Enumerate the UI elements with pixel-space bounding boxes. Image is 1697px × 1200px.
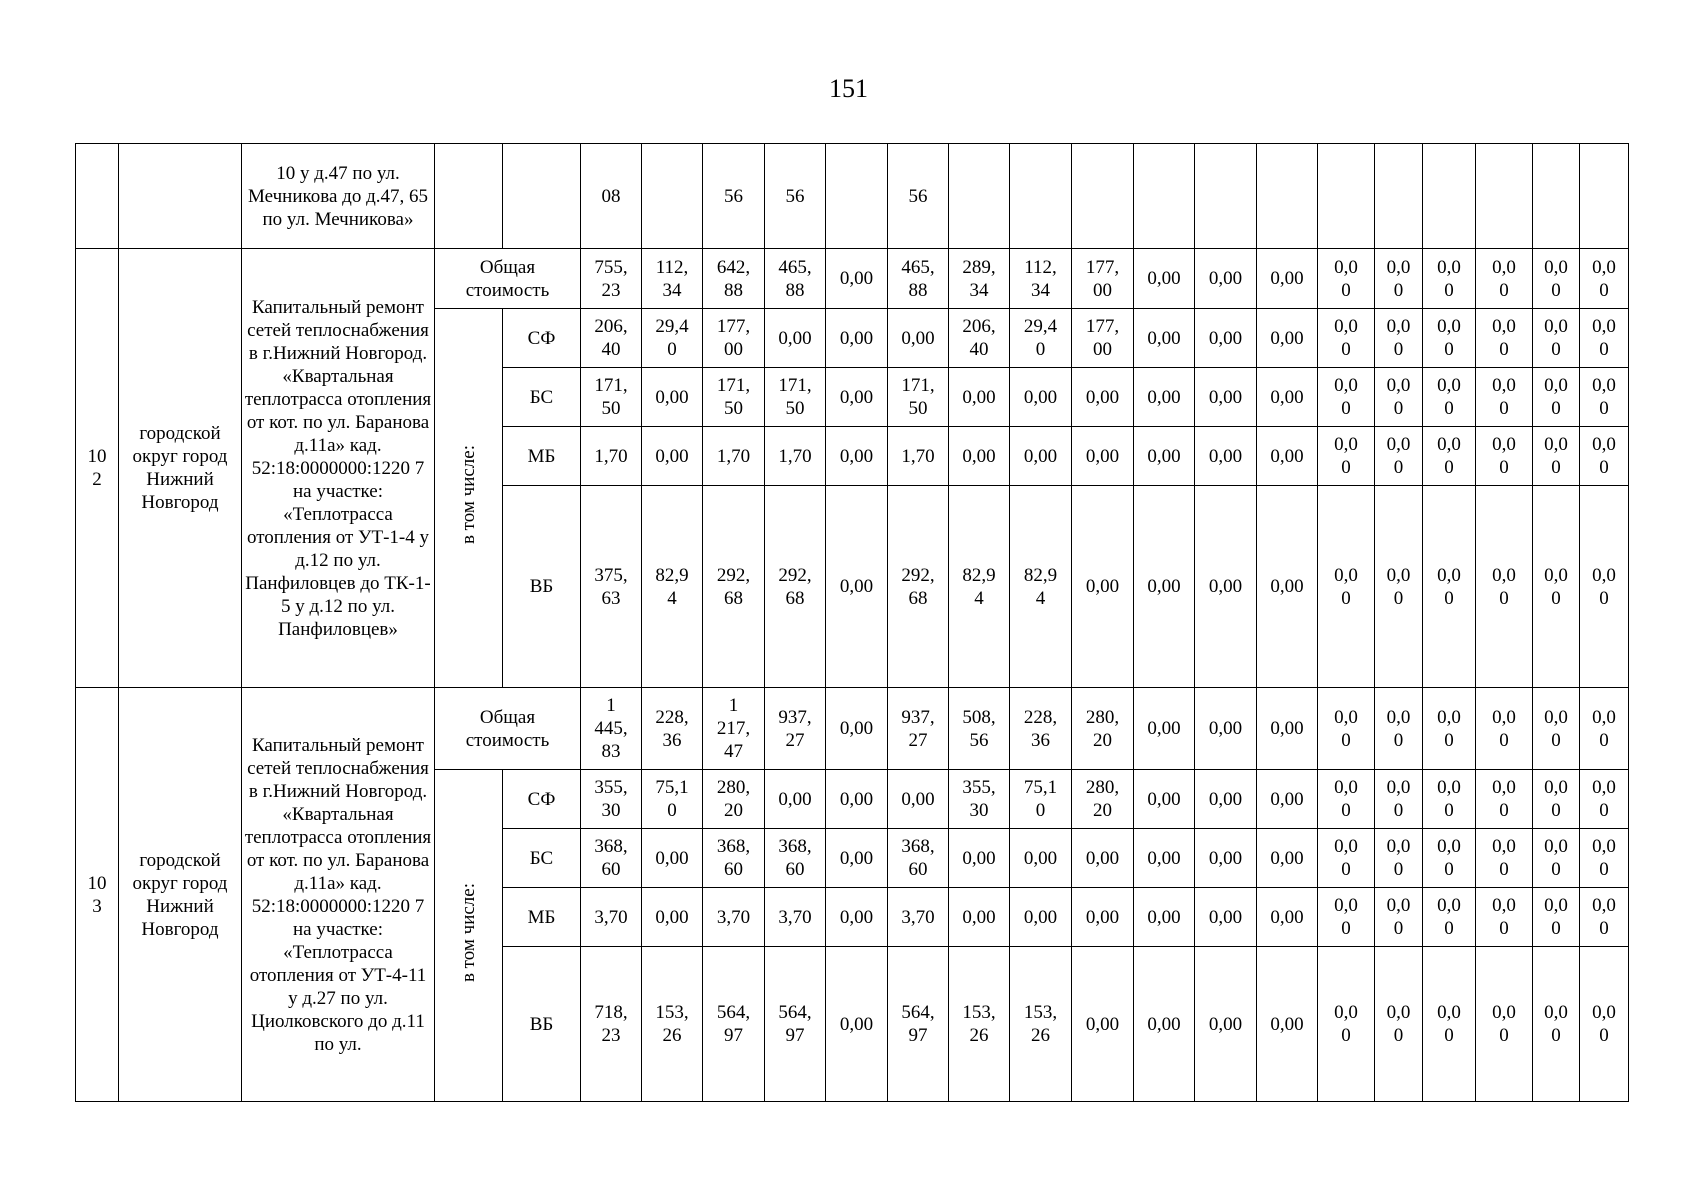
total-value-cell: 0,0 0 bbox=[1580, 249, 1629, 309]
value-cell: 0,0 0 bbox=[1533, 427, 1580, 486]
value-cell: 564, 97 bbox=[703, 947, 765, 1102]
total-value-cell: 0,0 0 bbox=[1318, 249, 1375, 309]
value-cell: 0,0 0 bbox=[1375, 888, 1423, 947]
value-cell: 0,0 0 bbox=[1318, 947, 1375, 1102]
value-cell: 0,00 bbox=[642, 427, 703, 486]
value-cell: 564, 97 bbox=[888, 947, 949, 1102]
total-value-cell: 0,0 0 bbox=[1533, 688, 1580, 770]
value-cell: 0,00 bbox=[1195, 888, 1257, 947]
total-value-cell: 1 217, 47 bbox=[703, 688, 765, 770]
value-cell: 0,0 0 bbox=[1476, 829, 1533, 888]
value-cell: 0,00 bbox=[1134, 770, 1195, 829]
value-cell bbox=[1318, 144, 1375, 249]
value-cell: 0,00 bbox=[1010, 829, 1072, 888]
value-cell: 0,0 0 bbox=[1580, 770, 1629, 829]
value-cell: 0,00 bbox=[642, 829, 703, 888]
value-cell: 0,00 bbox=[826, 770, 888, 829]
value-cell: 0,00 bbox=[1134, 486, 1195, 688]
value-cell: 0,00 bbox=[1072, 947, 1134, 1102]
value-cell: 0,0 0 bbox=[1533, 770, 1580, 829]
value-cell: 153, 26 bbox=[1010, 947, 1072, 1102]
value-cell: 0,00 bbox=[1195, 309, 1257, 368]
total-value-cell: 0,00 bbox=[1195, 249, 1257, 309]
total-value-cell: 0,00 bbox=[1257, 249, 1318, 309]
value-cell: 0,00 bbox=[1072, 427, 1134, 486]
value-cell bbox=[1375, 144, 1423, 249]
value-cell: 29,4 0 bbox=[642, 309, 703, 368]
value-cell: 0,00 bbox=[1195, 829, 1257, 888]
table-row bbox=[76, 688, 1629, 770]
value-cell: 0,0 0 bbox=[1580, 427, 1629, 486]
value-cell bbox=[1533, 144, 1580, 249]
value-cell: 564, 97 bbox=[765, 947, 826, 1102]
value-cell: 0,0 0 bbox=[1318, 888, 1375, 947]
value-cell: 0,0 0 bbox=[1476, 888, 1533, 947]
value-cell: 0,00 bbox=[1257, 309, 1318, 368]
value-cell: 0,0 0 bbox=[1476, 427, 1533, 486]
value-cell: 0,0 0 bbox=[1533, 309, 1580, 368]
value-cell: 0,0 0 bbox=[1375, 368, 1423, 427]
including-label bbox=[435, 770, 503, 1102]
value-cell: 0,00 bbox=[1010, 427, 1072, 486]
value-cell bbox=[1134, 144, 1195, 249]
total-value-cell: 0,00 bbox=[1195, 688, 1257, 770]
value-cell: 0,0 0 bbox=[1318, 368, 1375, 427]
value-cell: 56 bbox=[888, 144, 949, 249]
value-cell: 1,70 bbox=[765, 427, 826, 486]
value-cell: 0,0 0 bbox=[1476, 486, 1533, 688]
value-cell: 0,0 0 bbox=[1423, 829, 1476, 888]
total-value-cell: 937, 27 bbox=[765, 688, 826, 770]
value-cell: 0,00 bbox=[949, 368, 1010, 427]
value-cell: 0,0 0 bbox=[1580, 829, 1629, 888]
total-value-cell: 0,0 0 bbox=[1423, 688, 1476, 770]
municipality-cell: городской округ город Нижний Новгород bbox=[119, 249, 242, 688]
project-number: 10 3 bbox=[76, 688, 119, 1102]
value-cell bbox=[1257, 144, 1318, 249]
value-cell: 0,0 0 bbox=[1375, 427, 1423, 486]
value-cell: 0,00 bbox=[1134, 947, 1195, 1102]
total-value-cell: 0,00 bbox=[1257, 688, 1318, 770]
value-cell: 0,00 bbox=[1195, 947, 1257, 1102]
value-cell: 0,00 bbox=[642, 368, 703, 427]
including-label bbox=[435, 309, 503, 688]
value-cell: 0,0 0 bbox=[1580, 888, 1629, 947]
value-cell: 292, 68 bbox=[703, 486, 765, 688]
value-cell: 0,00 bbox=[765, 770, 826, 829]
total-value-cell: 177, 00 bbox=[1072, 249, 1134, 309]
number-cell bbox=[76, 144, 119, 249]
value-cell: 1,70 bbox=[703, 427, 765, 486]
value-cell: 171, 50 bbox=[703, 368, 765, 427]
value-cell: 0,0 0 bbox=[1375, 770, 1423, 829]
source-code: СФ bbox=[503, 309, 581, 368]
value-cell: 0,00 bbox=[826, 829, 888, 888]
value-cell: 0,0 0 bbox=[1423, 770, 1476, 829]
value-cell: 0,00 bbox=[1134, 427, 1195, 486]
municipality-cell: городской округ город Нижний Новгород bbox=[119, 688, 242, 1102]
value-cell: 0,00 bbox=[826, 947, 888, 1102]
value-cell: 0,00 bbox=[826, 888, 888, 947]
value-cell: 0,0 0 bbox=[1580, 947, 1629, 1102]
value-cell bbox=[949, 144, 1010, 249]
value-cell: 0,00 bbox=[765, 309, 826, 368]
value-cell: 56 bbox=[703, 144, 765, 249]
value-cell: 0,0 0 bbox=[1533, 829, 1580, 888]
value-cell: 1,70 bbox=[888, 427, 949, 486]
source-code-cell bbox=[503, 144, 581, 249]
total-value-cell: 465, 88 bbox=[765, 249, 826, 309]
value-cell: 0,00 bbox=[1134, 368, 1195, 427]
value-cell: 0,0 0 bbox=[1423, 486, 1476, 688]
value-cell: 171, 50 bbox=[581, 368, 642, 427]
total-value-cell: 1 445, 83 bbox=[581, 688, 642, 770]
value-cell: 3,70 bbox=[581, 888, 642, 947]
value-cell: 56 bbox=[765, 144, 826, 249]
total-value-cell: 289, 34 bbox=[949, 249, 1010, 309]
table-row bbox=[76, 249, 1629, 309]
value-cell: 368, 60 bbox=[765, 829, 826, 888]
value-cell: 1,70 bbox=[581, 427, 642, 486]
value-cell: 0,00 bbox=[1257, 368, 1318, 427]
value-cell: 368, 60 bbox=[703, 829, 765, 888]
source-code: МБ bbox=[503, 888, 581, 947]
value-cell bbox=[1010, 144, 1072, 249]
source-label-cell bbox=[435, 144, 503, 249]
value-cell: 0,0 0 bbox=[1476, 947, 1533, 1102]
value-cell: 0,0 0 bbox=[1533, 368, 1580, 427]
value-cell: 0,0 0 bbox=[1533, 947, 1580, 1102]
total-value-cell: 0,0 0 bbox=[1318, 688, 1375, 770]
value-cell: 368, 60 bbox=[888, 829, 949, 888]
source-code: ВБ bbox=[503, 947, 581, 1102]
value-cell: 0,00 bbox=[826, 427, 888, 486]
total-value-cell: 0,0 0 bbox=[1580, 688, 1629, 770]
value-cell: 0,00 bbox=[1072, 368, 1134, 427]
value-cell: 0,0 0 bbox=[1375, 486, 1423, 688]
value-cell: 0,0 0 bbox=[1423, 368, 1476, 427]
value-cell: 0,00 bbox=[826, 368, 888, 427]
total-value-cell: 0,0 0 bbox=[1476, 249, 1533, 309]
value-cell bbox=[1072, 144, 1134, 249]
value-cell: 0,0 0 bbox=[1318, 486, 1375, 688]
total-label: Общая стоимость bbox=[435, 249, 581, 309]
municipality-cell bbox=[119, 144, 242, 249]
total-value-cell: 0,00 bbox=[826, 249, 888, 309]
value-cell: 0,00 bbox=[1195, 770, 1257, 829]
value-cell: 206, 40 bbox=[581, 309, 642, 368]
value-cell: 177, 00 bbox=[1072, 309, 1134, 368]
value-cell: 0,0 0 bbox=[1476, 309, 1533, 368]
value-cell: 0,00 bbox=[1010, 888, 1072, 947]
value-cell: 355, 30 bbox=[581, 770, 642, 829]
value-cell: 82,9 4 bbox=[642, 486, 703, 688]
value-cell: 171, 50 bbox=[765, 368, 826, 427]
value-cell: 0,00 bbox=[1195, 368, 1257, 427]
value-cell: 0,0 0 bbox=[1375, 309, 1423, 368]
value-cell: 0,0 0 bbox=[1375, 947, 1423, 1102]
value-cell: 375, 63 bbox=[581, 486, 642, 688]
project-number: 10 2 bbox=[76, 249, 119, 688]
value-cell: 3,70 bbox=[888, 888, 949, 947]
value-cell: 0,00 bbox=[1257, 770, 1318, 829]
value-cell: 0,00 bbox=[1072, 888, 1134, 947]
value-cell: 82,9 4 bbox=[1010, 486, 1072, 688]
value-cell: 0,0 0 bbox=[1533, 888, 1580, 947]
value-cell: 0,00 bbox=[949, 427, 1010, 486]
including-label-text: в том числе: bbox=[458, 882, 479, 983]
value-cell: 0,00 bbox=[949, 888, 1010, 947]
value-cell: 0,0 0 bbox=[1476, 368, 1533, 427]
value-cell: 0,00 bbox=[826, 309, 888, 368]
total-label: Общая стоимость bbox=[435, 688, 581, 770]
total-value-cell: 0,00 bbox=[826, 688, 888, 770]
value-cell: 0,0 0 bbox=[1476, 770, 1533, 829]
total-value-cell: 112, 34 bbox=[1010, 249, 1072, 309]
source-code: БС bbox=[503, 368, 581, 427]
value-cell: 718, 23 bbox=[581, 947, 642, 1102]
value-cell: 75,1 0 bbox=[642, 770, 703, 829]
value-cell: 0,0 0 bbox=[1580, 486, 1629, 688]
table-row bbox=[76, 144, 1629, 249]
description-cell: Капитальный ремонт сетей теплоснабжения в г.Нижний Новгород. «Квартальная теплотрасса отопления от кот. по ул. Баранова д.11а» кад. 52:18:0000000:1220 7 на участке: «Теплотрасса отопления от УТ-1-4 у д.12 по ул. Панфиловцев до ТК-1-5 у д.12 по ул. Панфиловцев» bbox=[242, 249, 435, 688]
including-label-text: в том числе: bbox=[458, 445, 479, 545]
value-cell bbox=[1476, 144, 1533, 249]
value-cell: 3,70 bbox=[703, 888, 765, 947]
value-cell: 171, 50 bbox=[888, 368, 949, 427]
value-cell: 0,0 0 bbox=[1533, 486, 1580, 688]
value-cell: 0,00 bbox=[1072, 486, 1134, 688]
total-value-cell: 465, 88 bbox=[888, 249, 949, 309]
value-cell: 0,0 0 bbox=[1375, 829, 1423, 888]
value-cell: 292, 68 bbox=[888, 486, 949, 688]
source-code: СФ bbox=[503, 770, 581, 829]
page-number: 151 bbox=[829, 74, 868, 103]
total-value-cell: 280, 20 bbox=[1072, 688, 1134, 770]
value-cell: 0,00 bbox=[1134, 888, 1195, 947]
value-cell: 368, 60 bbox=[581, 829, 642, 888]
value-cell: 0,0 0 bbox=[1423, 309, 1476, 368]
value-cell: 0,0 0 bbox=[1580, 368, 1629, 427]
value-cell: 0,00 bbox=[1195, 486, 1257, 688]
value-cell: 0,0 0 bbox=[1423, 888, 1476, 947]
description-cell: Капитальный ремонт сетей теплоснабжения в г.Нижний Новгород. «Квартальная теплотрасса отопления от кот. по ул. Баранова д.11а» кад. 52:18:0000000:1220 7 на участке: «Теплотрасса отопления от УТ-4-11 у д.27 по ул. Циолковского до д.11 по ул. bbox=[242, 688, 435, 1102]
value-cell: 0,00 bbox=[1134, 829, 1195, 888]
total-value-cell: 0,00 bbox=[1134, 688, 1195, 770]
value-cell bbox=[1580, 144, 1629, 249]
value-cell: 0,00 bbox=[1257, 486, 1318, 688]
total-value-cell: 228, 36 bbox=[642, 688, 703, 770]
value-cell: 75,1 0 bbox=[1010, 770, 1072, 829]
value-cell: 355, 30 bbox=[949, 770, 1010, 829]
value-cell: 153, 26 bbox=[642, 947, 703, 1102]
value-cell: 0,00 bbox=[1257, 888, 1318, 947]
total-value-cell: 0,0 0 bbox=[1533, 249, 1580, 309]
value-cell: 153, 26 bbox=[949, 947, 1010, 1102]
description-cell: 10 у д.47 по ул. Мечникова до д.47, 65 по ул. Мечникова» bbox=[242, 144, 435, 249]
value-cell: 0,00 bbox=[1010, 368, 1072, 427]
value-cell bbox=[1195, 144, 1257, 249]
value-cell: 3,70 bbox=[765, 888, 826, 947]
value-cell: 0,00 bbox=[888, 309, 949, 368]
source-code: БС bbox=[503, 829, 581, 888]
value-cell bbox=[826, 144, 888, 249]
value-cell: 0,0 0 bbox=[1318, 309, 1375, 368]
value-cell: 206, 40 bbox=[949, 309, 1010, 368]
total-value-cell: 0,0 0 bbox=[1375, 688, 1423, 770]
value-cell: 0,00 bbox=[1195, 427, 1257, 486]
value-cell: 0,00 bbox=[888, 770, 949, 829]
value-cell bbox=[642, 144, 703, 249]
value-cell: 0,0 0 bbox=[1318, 829, 1375, 888]
total-value-cell: 937, 27 bbox=[888, 688, 949, 770]
value-cell: 0,0 0 bbox=[1318, 770, 1375, 829]
source-code: МБ bbox=[503, 427, 581, 486]
value-cell: 29,4 0 bbox=[1010, 309, 1072, 368]
value-cell: 0,0 0 bbox=[1318, 427, 1375, 486]
total-value-cell: 0,0 0 bbox=[1375, 249, 1423, 309]
value-cell: 0,0 0 bbox=[1423, 427, 1476, 486]
value-cell: 0,00 bbox=[826, 486, 888, 688]
value-cell: 280, 20 bbox=[703, 770, 765, 829]
source-code: ВБ bbox=[503, 486, 581, 688]
value-cell: 82,9 4 bbox=[949, 486, 1010, 688]
total-value-cell: 112, 34 bbox=[642, 249, 703, 309]
value-cell: 177, 00 bbox=[703, 309, 765, 368]
total-value-cell: 0,0 0 bbox=[1476, 688, 1533, 770]
value-cell: 0,00 bbox=[1257, 829, 1318, 888]
total-value-cell: 0,0 0 bbox=[1423, 249, 1476, 309]
value-cell: 280, 20 bbox=[1072, 770, 1134, 829]
total-value-cell: 642, 88 bbox=[703, 249, 765, 309]
value-cell: 0,00 bbox=[949, 829, 1010, 888]
total-value-cell: 755, 23 bbox=[581, 249, 642, 309]
value-cell: 292, 68 bbox=[765, 486, 826, 688]
value-cell: 08 bbox=[581, 144, 642, 249]
total-value-cell: 0,00 bbox=[1134, 249, 1195, 309]
value-cell: 0,00 bbox=[642, 888, 703, 947]
value-cell: 0,00 bbox=[1072, 829, 1134, 888]
value-cell bbox=[1423, 144, 1476, 249]
value-cell: 0,00 bbox=[1134, 309, 1195, 368]
value-cell: 0,00 bbox=[1257, 427, 1318, 486]
value-cell: 0,0 0 bbox=[1423, 947, 1476, 1102]
total-value-cell: 228, 36 bbox=[1010, 688, 1072, 770]
total-value-cell: 508, 56 bbox=[949, 688, 1010, 770]
funding-table bbox=[75, 143, 1629, 1102]
value-cell: 0,00 bbox=[1257, 947, 1318, 1102]
value-cell: 0,0 0 bbox=[1580, 309, 1629, 368]
